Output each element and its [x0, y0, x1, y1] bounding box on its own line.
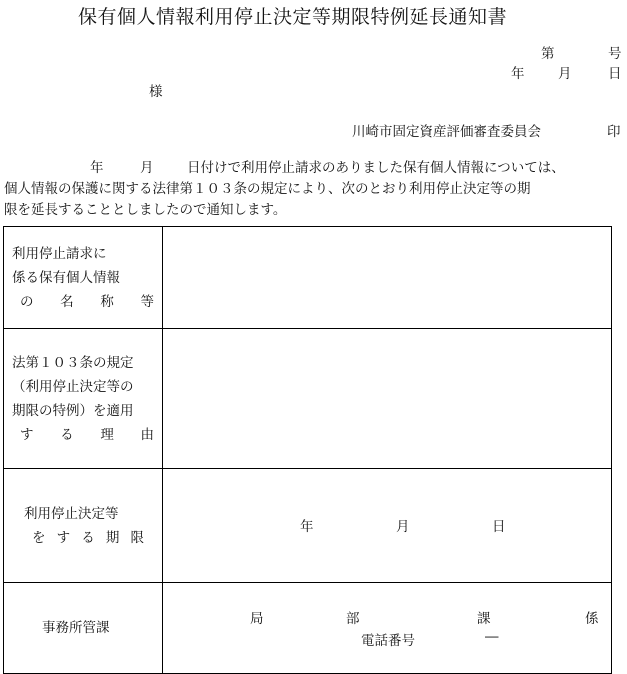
deadline-day: 日	[492, 519, 506, 535]
char: 理	[100, 426, 114, 443]
phone-dash: ―	[485, 629, 499, 645]
label-line-spread	[12, 290, 154, 314]
value-department[interactable]	[163, 583, 612, 674]
value-info-name[interactable]	[163, 227, 612, 329]
body-date-month: 月	[140, 160, 154, 176]
label-info-name	[4, 227, 163, 329]
unit-ka: 課	[477, 611, 491, 627]
notice-form-table	[3, 226, 612, 674]
body-line-2: 個人情報の保護に関する法律第１０３条の規定により、次のとおり利用停止決定等の期	[4, 181, 531, 197]
page-title: 保有個人情報利用停止決定等期限特例延長通知書	[78, 6, 508, 28]
row-reason	[4, 329, 612, 469]
date-month-label: 月	[558, 66, 572, 82]
char: を	[32, 529, 46, 546]
seal-mark: 印	[607, 124, 621, 140]
char: 期	[105, 529, 120, 546]
number-label: 第	[541, 46, 555, 62]
unit-bu: 部	[346, 611, 360, 627]
label-line: 利用停止請求に	[12, 245, 107, 262]
date-day-label: 日	[608, 66, 622, 82]
char: す	[56, 529, 71, 546]
body-line-1: 日付けで利用停止請求のありました保有個人情報については、	[187, 160, 565, 176]
label-line: 法第１０３条の規定	[12, 354, 134, 371]
row-info-name	[4, 227, 612, 329]
char: 由	[140, 426, 154, 443]
label-line: 係る保有個人情報	[12, 269, 120, 286]
deadline-year: 年	[300, 519, 314, 535]
label-line-spread	[12, 423, 154, 447]
phone-label: 電話番号	[361, 633, 415, 649]
unit-kakari: 係	[585, 611, 599, 627]
label-line: 事務所管課	[42, 620, 110, 636]
char: 限	[130, 529, 144, 546]
deadline-month: 月	[396, 519, 410, 535]
row-deadline	[4, 469, 612, 583]
issuer-name: 川崎市固定資産評価審査委員会	[352, 124, 541, 140]
number-suffix: 号	[608, 46, 622, 62]
unit-kyoku: 局	[250, 611, 264, 627]
row-department	[4, 583, 612, 674]
char: る	[81, 529, 95, 546]
char: す	[20, 426, 34, 443]
label-line: 期限の特例）を適用	[12, 402, 134, 419]
body-date-year: 年	[90, 160, 104, 176]
label-line: 利用停止決定等	[24, 505, 119, 522]
date-year-label: 年	[511, 66, 525, 82]
char: る	[60, 426, 74, 443]
value-deadline[interactable]	[163, 469, 612, 583]
char: の	[20, 293, 34, 310]
body-line-3: 限を延長することとしましたので通知します。	[4, 202, 287, 218]
label-line: （利用停止決定等の	[12, 378, 134, 395]
label-department	[4, 583, 163, 674]
label-line-spread	[24, 526, 144, 550]
char: 等	[140, 293, 154, 310]
label-deadline	[4, 469, 163, 583]
char: 名	[60, 293, 74, 310]
addressee-suffix: 様	[149, 84, 163, 100]
char: 称	[100, 293, 114, 310]
value-reason[interactable]	[163, 329, 612, 469]
label-reason	[4, 329, 163, 469]
